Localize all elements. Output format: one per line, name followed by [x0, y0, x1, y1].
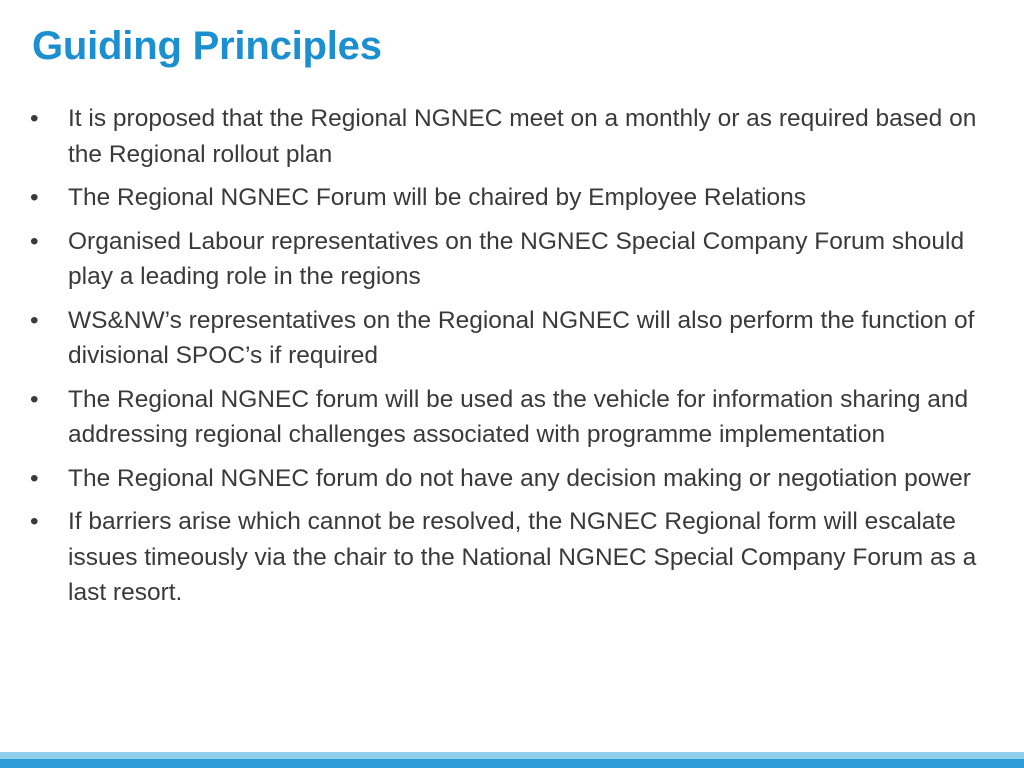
footer-stripe-dark	[0, 759, 1024, 768]
bullet-marker: •	[30, 105, 39, 132]
bullet-text: If barriers arise which cannot be resolved, the NGNEC Regional form will escalate issues timeously via the chair to the National NGNEC Special Company Forum as a last resort.	[68, 508, 977, 606]
bullet-item	[30, 303, 990, 374]
bullet-marker: •	[30, 306, 39, 334]
footer-stripe-light	[0, 752, 1024, 759]
bullet-item	[30, 101, 990, 172]
bullet-marker: •	[30, 227, 39, 255]
bullet-marker: •	[30, 464, 39, 492]
bullet-item	[30, 224, 990, 295]
bullet-list	[30, 101, 990, 619]
bullet-text: Organised Labour representatives on the NGNEC Special Company Forum should play a leading role in the regions	[68, 227, 965, 290]
bullet-item	[30, 504, 990, 611]
bullet-marker: •	[30, 508, 39, 535]
bullet-item	[30, 382, 990, 453]
footer-bar	[0, 752, 1024, 768]
bullet-text: The Regional NGNEC Forum will be chaired by Employee Relations	[68, 184, 807, 211]
bullet-item	[30, 461, 990, 497]
bullet-text: It is proposed that the Regional NGNEC meet on a monthly or as required based on the Regional rollout plan	[68, 105, 977, 168]
bullet-item	[30, 180, 990, 216]
bullet-text: The Regional NGNEC forum do not have any decision making or negotiation power	[68, 464, 971, 492]
bullet-text: The Regional NGNEC forum will be used as the vehicle for information sharing and addressing regional challenges associated with programme implementation	[68, 385, 969, 448]
slide-title: Guiding Principles	[32, 24, 382, 68]
bullet-marker: •	[30, 184, 39, 211]
bullet-text: WS&NW’s representatives on the Regional NGNEC will also perform the function of divisional SPOC’s if required	[68, 306, 975, 369]
bullet-marker: •	[30, 385, 39, 413]
